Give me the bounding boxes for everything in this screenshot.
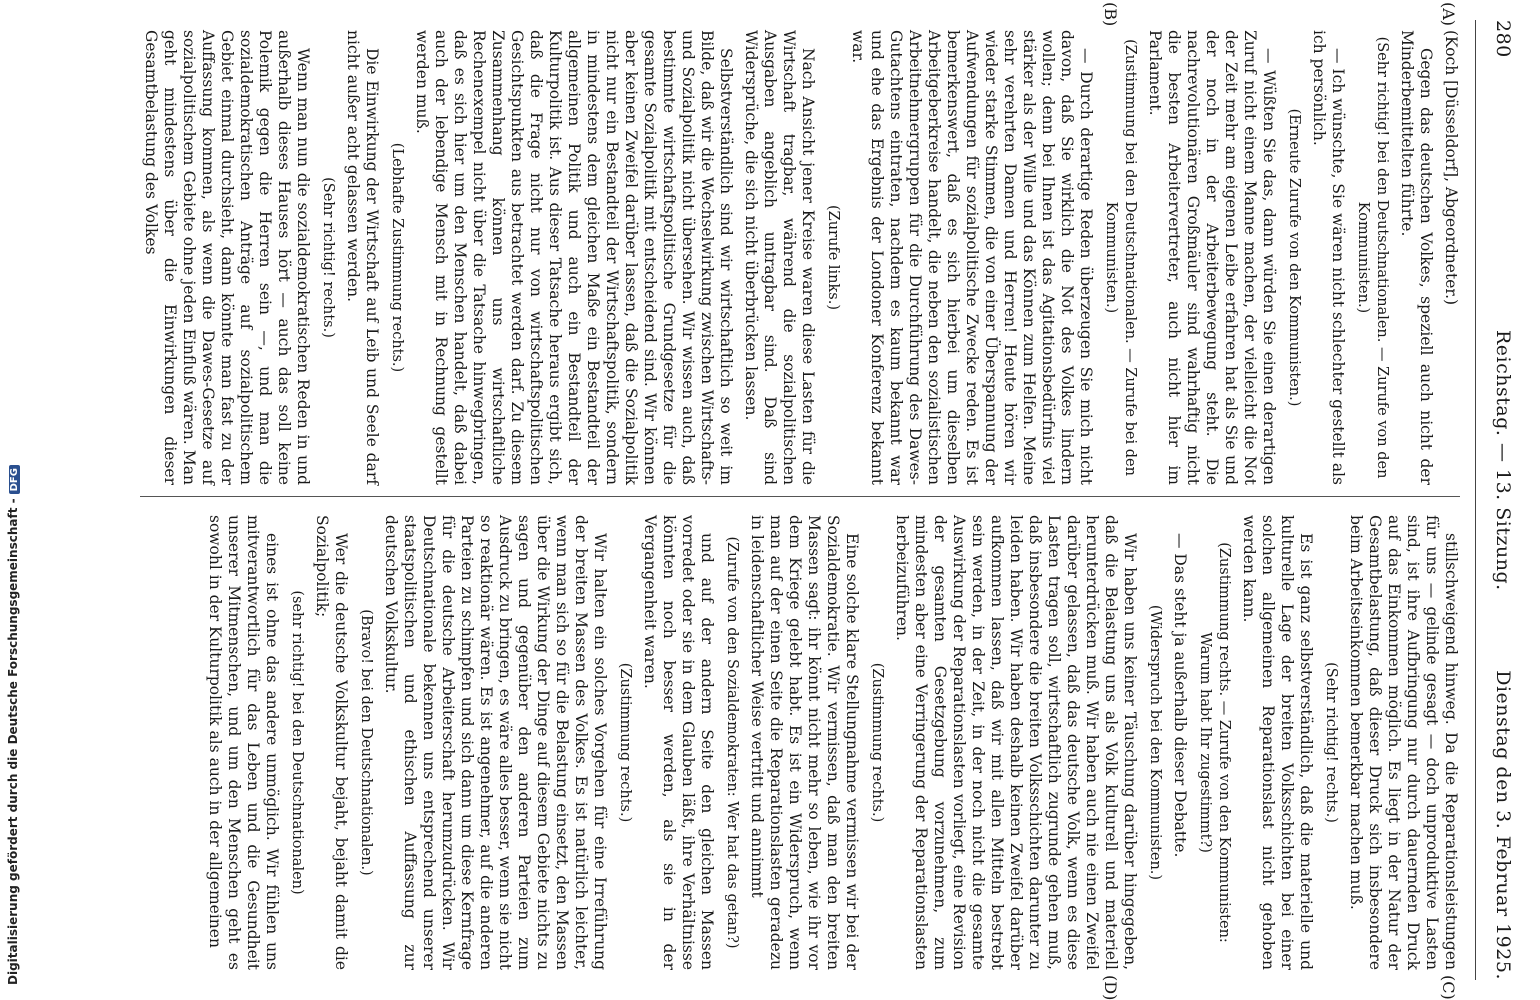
header-rule: [1475, 20, 1476, 980]
paragraph: — Das steht ja außerhalb dieser Debatte.: [1171, 533, 1189, 858]
column-divider: [140, 496, 1460, 497]
paragraph: — Wüßten Sie das, dann würden Sie einen derartigen Zuruf nicht einem Manne machen, der vielleicht die Not der Zeit mehr am eigenen Leibe erfahren hat als Sie und der noch in der Arbeiterbewegung steht. Die nachrevolutionären Großmäuler sind wahrhaftig nicht die besten Arbeitervertreter, auch nicht hier im Parlament.: [1146, 30, 1278, 485]
page-title: Reichstag. — 13. Sitzung.: [1492, 330, 1514, 591]
paragraph: Gegen das deutschen Volkes, speziell auch nicht der Minderbemittelten führte.: [1398, 30, 1435, 485]
interjection: (Zustimmung rechts.): [869, 662, 885, 823]
right-text-column: [199, 515, 1460, 970]
paragraph: eines ist ohne das andere unmöglich. Wir fühlen uns mitverantwortlich für das Leben und die Gesundheit unserer Mitmenschen, und um den Menschen geht es sowohl in der Kulturpolitik als auch in der allgemeinen: [206, 515, 281, 970]
page-header: [1480, 0, 1520, 1000]
paragraph: Die Einwirkung der Wirtschaft auf Leib und Seele darf nicht außer acht gelassen werden.: [344, 30, 381, 485]
margin-marker-d: (D): [1101, 975, 1120, 1000]
interjection: (Erneute Zurufe von den Kommunisten.): [1286, 108, 1302, 407]
interjection: (Sehr richtig! rechts.): [320, 177, 336, 338]
interjection: (Zustimmung rechts. — Zurufe von den Kommunisten: Warum habt Ihr zugestimmt?): [1197, 542, 1232, 943]
interjection: (Bravo! bei den Deutschnationalen.): [358, 609, 374, 876]
paragraph: Wer die deutsche Volkskultur bejaht, bejaht damit die Sozialpolitik;: [313, 515, 350, 970]
paragraph: — Ich wünschte, Sie wären nicht schlechter gestellt als ich persönlich.: [1310, 30, 1347, 485]
interjection: (Zustimmung rechts.): [617, 662, 633, 823]
interjection: (Zustimmung bei den Deutschnationalen. — Zurufe bei den Kommunisten.): [1103, 39, 1138, 476]
interjection: (Widerspruch bei den Kommunisten.): [1147, 604, 1163, 881]
paragraph: stillschweigend hinweg. Da die Reparationsleistungen für uns — gelinde gesagt — doch unproduktive Lasten sind, ist ihre Aufbringung nur durch dauernden Druck auf das Einkommen möglich. Es liegt in der Natur der Gesamtbelastung, daß dieser Druck sich insbesondere beim Arbeitseinkommen bemerkbar machen muß.: [1347, 515, 1460, 970]
interjection: (Sehr richtig! bei den Deutschnationalen. — Zurufe von den Kommunisten.): [1355, 36, 1390, 479]
interjection: (Zurufe links.): [825, 204, 841, 310]
digitization-footer: [0, 0, 30, 1000]
interjection: (Zurufe von den Sozialdemokraten: Wer hat das getan?): [724, 536, 740, 949]
margin-marker-a: (A): [1439, 2, 1458, 27]
paragraph: Es ist ganz selbstverständlich, daß die materielle und kulturelle Lage der breiten Volksschichten bei einer solchen allgemeinen Reparationslast nicht gehoben werden kann.: [1240, 515, 1315, 970]
paragraph: Wir haben uns keiner Täuschung darüber hingegeben, daß die Belastung uns als Volk kulturell und materiell herunterdrücken muß. Wir haben auch nie einen Zweifel darüber gelassen, daß das deutsche Volk, wenn es diese Lasten tragen soll, wirtschaftlich zugrunde gehen muß, daß insbesondere die breiten Volksschichten darunter zu leiden haben. Wir haben deshalb keinen Zweifel darüber aufkommen lassen, daß wir mit allen Mitteln bestrebt sein werden, in der Zeit, in der noch nicht die gesamte Auswirkung der Reparationslasten vorliegt, eine Revision der gesamten Gesetzgebung vorzunehmen, zum mindesten aber eine Verringerung der Reparationslasten herbeizuführen.: [893, 515, 1139, 970]
rotated-page-content: [110, 0, 1540, 1000]
paragraph: Wenn man nun die sozialdemokratischen Reden in und außerhalb dieses Hauses hört — auch das soll keine Polemik gegen die Herren sein —, und man die sozialdemokratischen Anträge auf sozialpolitischem Gebiet einmal durchsieht, dann könnte man fast zu der Auffassung kommen, als wenn die Dawes-Gesetze auf sozialpolitischem Gebiete ohne jeden Einfluß wären. Man geht mindestens über die Einwirkungen dieser Gesamtbelastung des Volkes: [142, 30, 312, 485]
footer-text-wrapper: [6, 465, 20, 985]
interjection: (Lebhafte Zustimmung rechts.): [389, 142, 405, 373]
speaker-line: (Koch [Düsseldorf], Abgeordneter.): [1442, 30, 1460, 306]
interjection: (sehr richtig! bei den Deutschnationalen): [289, 590, 305, 895]
margin-marker-c: (C): [1439, 975, 1458, 1000]
paragraph: und auf der andern Seite den gleichen Massen vorredet oder sie in dem Glauben läßt, ihre Verhältnisse könnten noch besser werden, als sie in der Vergangenheit waren.: [641, 515, 716, 970]
paragraph: Eine solche klare Stellungnahme vermissen wir bei der Sozialdemokratie. Wir vermissen, daß man den breiten Massen sagt: ihr könnt nicht mehr so leben, wie ihr vor dem Kriege gelebt habt. Es ist ein Widerspruch, wenn man auf der einen Seite die Reparationslasten geradezu in leidenschaftlicher Weise vertritt und annimmt: [748, 515, 861, 970]
paragraph: Selbstverständlich sind wir wirtschaftlich so weit im Bilde, daß wir die Wechselwirkung zwischen Wirtschafts- und Sozialpolitik nicht übersehen. Wir wissen auch, daß bestimmte wirtschaftspolitische Grundgesetze für die gesamte Sozialpolitik mit entscheidend sind. Wir können aber keinen Zweifel darüber lassen, daß die Sozialpolitik nicht nur ein Bestandteil der Wirtschaftspolitik, sondern in mindestens dem gleichen Maße ein Bestandteil der allgemeinen Politik und auch ein Bestandteil der Kulturpolitik ist. Aus dieser Tatsache heraus ergibt sich, daß die Frage nicht nur von wirtschaftspolitischen Gesichtspunkten aus betrachtet werden darf. Zu diesem Zusammenhang können uns wirtschaftliche Rechenexempel nicht über die Tatsache hinwegbringen, daß es sich hier um den Menschen handelt, daß dabei auch der lebendige Mensch mit in Rechnung gestellt werden muß.: [413, 30, 735, 485]
footer-text: Digitalisierung gefördert durch die Deutsche Forschungsgemeinschaft -: [6, 498, 20, 985]
page-number: 280: [1492, 20, 1514, 58]
paragraph: Nach Ansicht jener Kreise waren diese Lasten für die Wirtschaft tragbar, während die sozialpolitischen Ausgaben angeblich untragbar sind. Daß sind Widersprüche, die sich nicht überbrücken lassen.: [742, 30, 817, 485]
dfg-logo: DFG: [9, 465, 20, 494]
margin-marker-b: (B): [1101, 2, 1120, 27]
left-text-column: [135, 30, 1460, 485]
paragraph: — Durch derartige Reden überzeugen Sie mich nicht davon, daß Sie wirklich die Not des Volkes lindern wollen; denn bei Ihnen ist das Agitationsbedürfnis viel stärker als der Wille und das Können zum Helfen. Meine sehr verehrten Damen und Herren! Heute hören wir wieder starke Stimmen, die von einer Überspannung der Aufwendungen für sozialpolitische Zwecke reden. Es ist bemerkenswert, daß es sich hierbei um dieselben Arbeitgeberkreise handelt, die neben den sozialistischen Arbeitnehmergruppen für die Durchführung des Dawes-Gutachtens eintraten, nachdem es kaum bekannt war und ehe das Ergebnis der Londoner Konferenz bekannt war.: [849, 30, 1095, 485]
session-date: Dienstag den 3. Februar 1925.: [1492, 670, 1514, 980]
interjection: (Sehr richtig! rechts.): [1323, 662, 1339, 823]
paragraph: Wir halten ein solches Vorgehen für eine Irreführung der breiten Massen des Volkes. Es ist natürlich leichter, wenn man sich so für die Belastung einsetzt, den Massen über die Wirkung der Dinge auf diesem Gebiete nichts zu sagen und gegenüber den anderen Parteien zum Ausdruck zu bringen, es wäre alles besser, wenn sie nicht so reaktionär wären. Es ist angenehmer, auf die anderen Parteien zu schimpfen und sich dann um diese Kernfrage für die deutsche Arbeiterschaft herumzudrücken. Wir Deutschnationale bekennen uns entsprechend unserer staatspolitischen und ethischen Auffassung zur deutschen Volkskultur.: [382, 515, 609, 970]
